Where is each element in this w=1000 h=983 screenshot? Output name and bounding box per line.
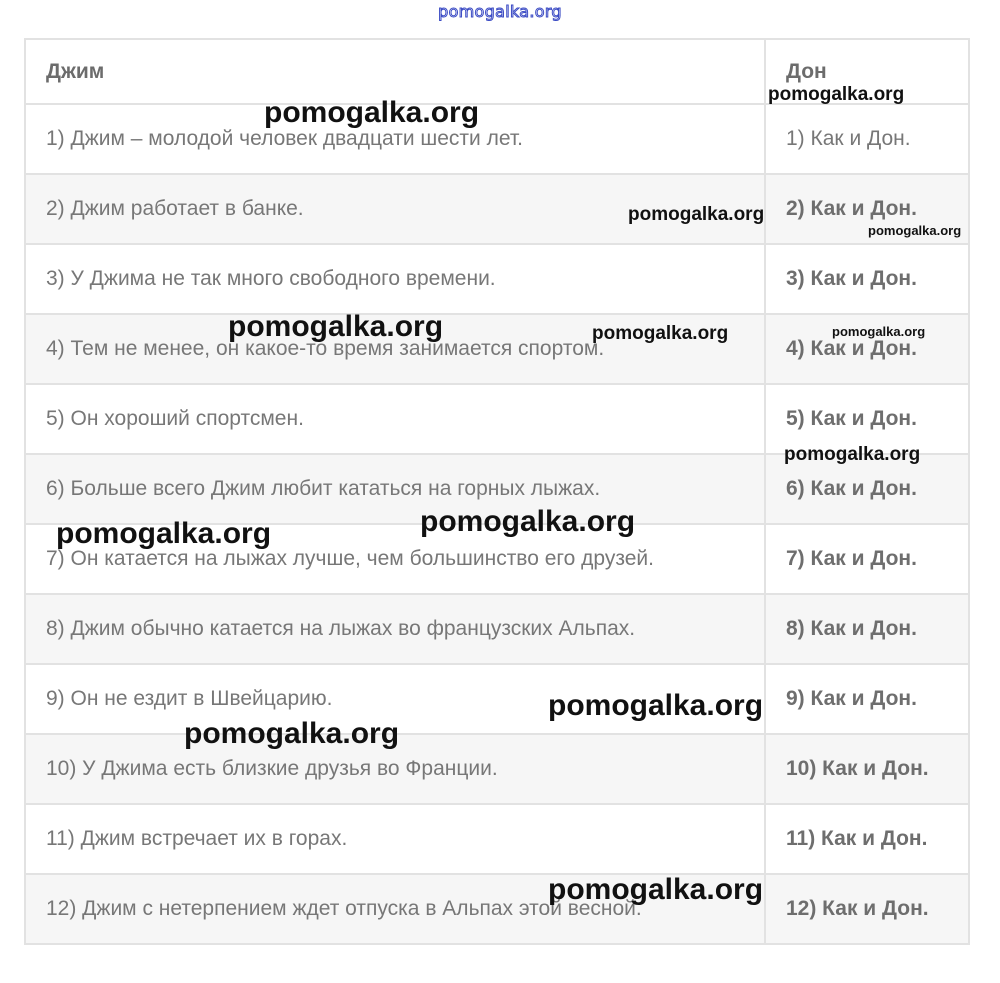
- table-row: [25, 174, 969, 244]
- jim-cell: 2) Джим работает в банке.: [25, 174, 765, 244]
- watermark: pomogalka.org: [548, 689, 764, 722]
- watermark: pomogalka.org: [56, 517, 272, 550]
- table-row: [25, 104, 969, 174]
- header-jim: Джим: [25, 39, 765, 104]
- don-cell: 8) Как и Дон.: [765, 594, 969, 664]
- watermark: pomogalka.org: [784, 444, 921, 465]
- watermark: pomogalka.org: [184, 717, 400, 750]
- don-cell: 3) Как и Дон.: [765, 244, 969, 314]
- watermark: pomogalka.org: [832, 324, 926, 339]
- don-cell: 9) Как и Дон.: [765, 664, 969, 734]
- jim-cell: 7) Он катается на лыжах лучше, чем большинство его друзей.: [25, 524, 765, 594]
- jim-cell: 3) У Джима не так много свободного времени.: [25, 244, 765, 314]
- jim-cell: 6) Больше всего Джим любит кататься на горных лыжах.: [25, 454, 765, 524]
- header-don: Дон: [765, 39, 969, 104]
- table-row: [25, 874, 969, 944]
- don-cell: 4) Как и Дон.: [765, 314, 969, 384]
- jim-cell: 10) У Джима есть близкие друзья во Франции.: [25, 734, 765, 804]
- don-cell: 1) Как и Дон.: [765, 104, 969, 174]
- table-row: [25, 664, 969, 734]
- comparison-table: [24, 38, 970, 945]
- jim-cell: 11) Джим встречает их в горах.: [25, 804, 765, 874]
- don-cell: 5) Как и Дон.: [765, 384, 969, 454]
- watermark: pomogalka.org: [264, 96, 480, 129]
- watermark: pomogalka.org: [548, 873, 764, 906]
- table-row: [25, 314, 969, 384]
- table-row: [25, 594, 969, 664]
- watermark: pomogalka.org: [628, 204, 765, 225]
- watermark: pomogalka.org: [420, 505, 636, 538]
- watermark: pomogalka.org: [768, 84, 905, 105]
- table-row: [25, 734, 969, 804]
- don-cell: 10) Как и Дон.: [765, 734, 969, 804]
- watermark: pomogalka.org: [228, 310, 444, 343]
- jim-cell: 4) Тем не менее, он какое-то время занимается спортом.: [25, 314, 765, 384]
- jim-cell: 12) Джим с нетерпением ждет отпуска в Альпах этой весной.: [25, 874, 765, 944]
- don-cell: 11) Как и Дон.: [765, 804, 969, 874]
- don-cell: 7) Как и Дон.: [765, 524, 969, 594]
- table-row: [25, 804, 969, 874]
- don-cell: 12) Как и Дон.: [765, 874, 969, 944]
- jim-cell: 1) Джим – молодой человек двадцати шести лет.: [25, 104, 765, 174]
- jim-cell: 8) Джим обычно катается на лыжах во французских Альпах.: [25, 594, 765, 664]
- watermark: pomogalka.org: [592, 323, 729, 344]
- table-row: [25, 244, 969, 314]
- watermark: pomogalka.org: [868, 223, 962, 238]
- jim-cell: 5) Он хороший спортсмен.: [25, 384, 765, 454]
- jim-cell: 9) Он не ездит в Швейцарию.: [25, 664, 765, 734]
- don-cell: 2) Как и Дон.: [765, 174, 969, 244]
- site-watermark-top: pomogalka.org: [438, 2, 562, 21]
- don-cell: 6) Как и Дон.: [765, 454, 969, 524]
